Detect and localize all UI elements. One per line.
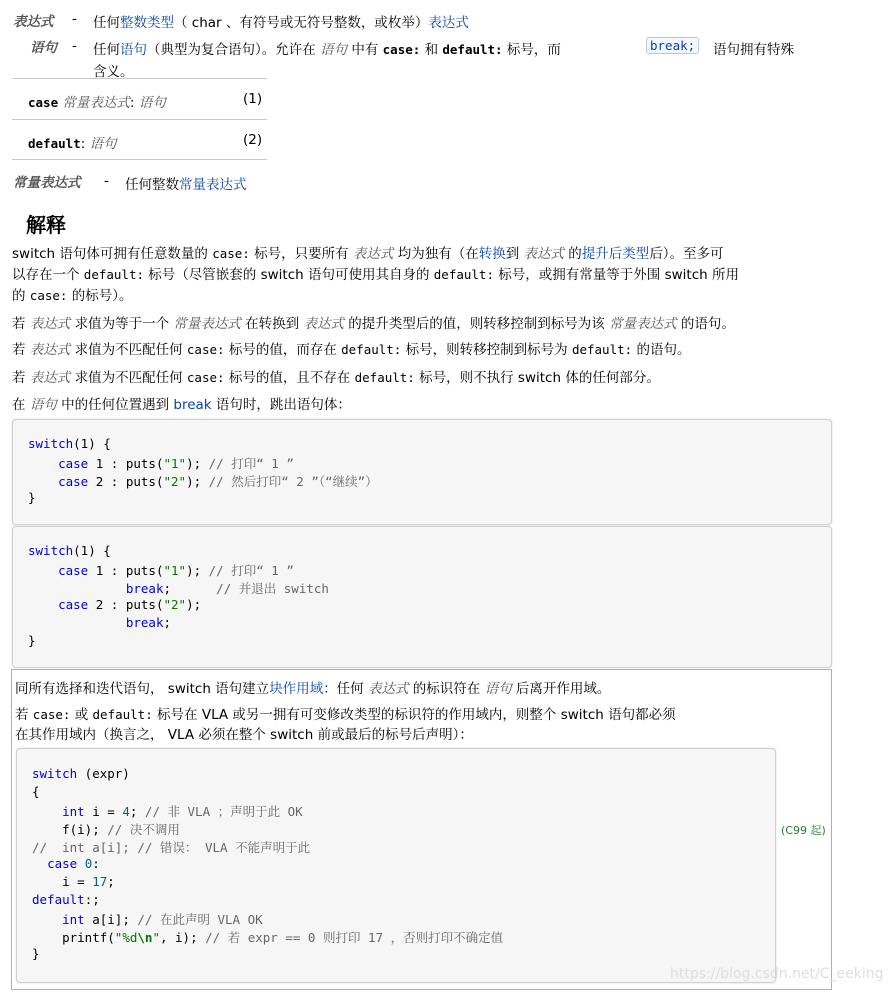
para3 (12, 338, 690, 358)
text: 和 (420, 42, 443, 58)
code: case: (186, 342, 225, 357)
text: 标号，则不执行 switch 体的任何部分。 (414, 370, 660, 386)
code: case: (212, 246, 250, 261)
code-line: switch(1) { (28, 543, 111, 558)
text: 标号的值，且不存在 (224, 370, 355, 386)
text: 标号，而 (502, 42, 561, 58)
code-line: case 2 : puts("2"); (58, 597, 202, 612)
def-expression-text (93, 11, 469, 31)
text: 求值为不匹配任何 (70, 342, 187, 358)
code-line: } (28, 633, 36, 648)
text: （典型为复合语句）。允许在 (147, 42, 321, 58)
text: 的语句。 (676, 316, 735, 332)
code-line: default:; (32, 892, 100, 907)
text: 以存在一个 (12, 267, 84, 283)
link-promoted-type[interactable]: 提升后类型 (581, 246, 650, 262)
code: default: (92, 707, 153, 722)
text: 任何整数 (125, 177, 179, 193)
code: default: (83, 267, 145, 282)
italic-term: 常量表达式 (609, 316, 677, 332)
syntax-case (28, 91, 166, 111)
code: case: (32, 707, 71, 722)
since-c99-badge: (C99 起) (781, 824, 826, 837)
text: ：任何 (323, 681, 368, 697)
code-line: printf("%d\n", i); // 若 expr == 0 则打印 17 ，否则打印不确定值 (32, 930, 504, 945)
link-break-code[interactable]: break; (646, 37, 699, 54)
text: 任何 (93, 42, 120, 58)
text: 标号，则转移控制到标号为 (401, 342, 572, 358)
italic-term: 表达式 (29, 342, 71, 358)
para6 (15, 677, 610, 697)
def-statement-text (93, 38, 561, 58)
code-line: switch (expr) (32, 766, 130, 781)
link-break[interactable]: break (173, 397, 212, 413)
def-sep: - (72, 11, 77, 27)
italic-term: 语句 (89, 136, 117, 152)
italic-term: 表达式 (352, 246, 394, 262)
code-line: int a[i]; // 在此声明 VLA OK (62, 912, 263, 927)
text: 后）。至多可 (649, 246, 724, 262)
para1-line1 (12, 242, 724, 262)
watermark: https://blog.csdn.net/C_eeking (670, 966, 884, 982)
def-sep: - (104, 173, 109, 189)
italic-term: 语句 (138, 95, 166, 111)
code-line: break; (125, 615, 172, 630)
code-block-3 (16, 748, 776, 983)
section-heading: 解释 (26, 213, 66, 237)
code-line: // int a[i]; // 错误： VLA 不能声明于此 (32, 840, 311, 855)
italic-term: 表达式 (367, 681, 409, 697)
text: 或 (70, 707, 93, 723)
kw-default: default (28, 136, 81, 151)
para7-line1 (15, 703, 676, 723)
text: 求值为不匹配任何 (70, 370, 187, 386)
italic-term: 语句 (320, 42, 348, 58)
link-expression[interactable]: 表达式 (428, 15, 469, 31)
divider (12, 159, 267, 160)
text: 均为独有（在 (393, 246, 479, 262)
text: 标号，或拥有常量等于外围 switch 所用 (494, 267, 739, 283)
code: default: (571, 342, 633, 357)
code-block-2 (12, 526, 832, 668)
italic-term: 语句 (484, 681, 512, 697)
text: 的 (12, 288, 30, 304)
link-conversion[interactable]: 转换 (478, 246, 506, 262)
italic-term: 常量表达式 (173, 316, 241, 332)
text: 若 (12, 342, 30, 358)
text: 的提升类型后的值，则转移控制到标号为该 (343, 316, 610, 332)
text: 同所有选择和迭代语句， switch 语句建立 (15, 681, 270, 697)
code-line: f(i); // 决不调用 (32, 822, 180, 837)
italic-term: 表达式 (29, 370, 71, 386)
divider (12, 78, 267, 79)
def-statement-text-line2: 含义。 (93, 64, 134, 80)
text: 求值为等于一个 (70, 316, 174, 332)
colon: : (80, 136, 86, 152)
def-term-const-expr: 常量表达式 (13, 175, 81, 191)
text: 中有 (347, 42, 383, 58)
italic-term: 语句 (29, 397, 57, 413)
code-line: switch(1) { (28, 436, 111, 451)
def-term-statement: 语句 (30, 40, 57, 56)
syntax-default (28, 132, 117, 152)
italic-term: 表达式 (303, 316, 344, 332)
text: 的语句。 (632, 342, 691, 358)
code: case: (186, 370, 225, 385)
para2 (12, 312, 735, 332)
code-line: i = 17; (32, 874, 115, 889)
code: default: (341, 342, 402, 357)
italic-term: 表达式 (523, 246, 565, 262)
code-case: case: (382, 42, 421, 57)
text: 若 (12, 316, 30, 332)
code-line: case 0: (47, 856, 100, 871)
code: default: (354, 370, 415, 385)
text: 标号，只要所有 (249, 246, 353, 262)
para7-line2: 在其作用域内（换言之， VLA 必须在整个 switch 前或最后的标号后声明）： (15, 727, 473, 743)
code-default: default: (442, 42, 503, 57)
text: 的标号）。 (67, 288, 133, 304)
link-const-expr[interactable]: 常量表达式 (179, 177, 247, 193)
text: （ char 、有符号或无符号整数，或枚举） (174, 15, 429, 31)
def-sep: - (72, 38, 77, 54)
link-statement[interactable]: 语句 (120, 42, 147, 58)
text: 的标识符在 (408, 681, 485, 697)
def-term-expression: 表达式 (13, 14, 54, 30)
code-line: case 1 : puts("1"); // 打印“ 1 ” (58, 456, 294, 471)
code-line: } (32, 946, 40, 961)
italic-term: 表达式 (29, 316, 71, 332)
text: 后离开作用域。 (511, 681, 611, 697)
para1-line3 (12, 284, 132, 304)
divider (12, 119, 267, 120)
text: 标号的值，而存在 (224, 342, 342, 358)
text: 任何 (93, 15, 120, 31)
code-line: case 1 : puts("1"); // 打印“ 1 ” (58, 563, 294, 578)
code: case: (29, 288, 68, 303)
text: 到 (505, 246, 524, 262)
italic-term: 常量表达式 (62, 95, 130, 111)
code-line: case 2 : puts("2"); // 然后打印“ 2 ”（“继续”） (58, 474, 378, 489)
para5 (12, 393, 351, 413)
syntax-num-1: (1) (243, 91, 263, 107)
code-block-1 (12, 419, 832, 525)
colon: : (129, 95, 135, 111)
code: default: (433, 267, 494, 282)
text: 在 (12, 397, 30, 413)
text: 在转换到 (240, 316, 304, 332)
code-line: int i = 4; // 非 VLA ；声明于此 OK (62, 804, 303, 819)
code-line: } (28, 490, 36, 505)
para4 (12, 366, 660, 386)
text: 的 (564, 246, 582, 262)
link-integer-type[interactable]: 整数类型 (120, 15, 174, 31)
link-block-scope[interactable]: 块作用域 (269, 681, 324, 697)
text: switch 语句体可拥有任意数量的 (12, 246, 213, 262)
text: 中的任何位置遇到 (56, 397, 174, 413)
code-line: { (32, 784, 40, 799)
syntax-num-2: (2) (243, 132, 263, 148)
def-const-text (125, 173, 247, 193)
kw-case: case (28, 95, 59, 110)
text: 语句时，跳出语句体： (211, 397, 351, 413)
text: 标号在 VLA 或另一拥有可变修改类型的标识符的作用域内，则整个 switch 语句都必须 (152, 707, 676, 723)
text: 标号（尽管嵌套的 switch 语句可使用其自身的 (144, 267, 434, 283)
code-line: break; // 并退出 switch (125, 581, 329, 596)
def-statement-text-tail: 语句拥有特殊 (713, 42, 794, 58)
text: 若 (15, 707, 33, 723)
para1-line2 (12, 263, 739, 283)
text: 若 (12, 370, 30, 386)
